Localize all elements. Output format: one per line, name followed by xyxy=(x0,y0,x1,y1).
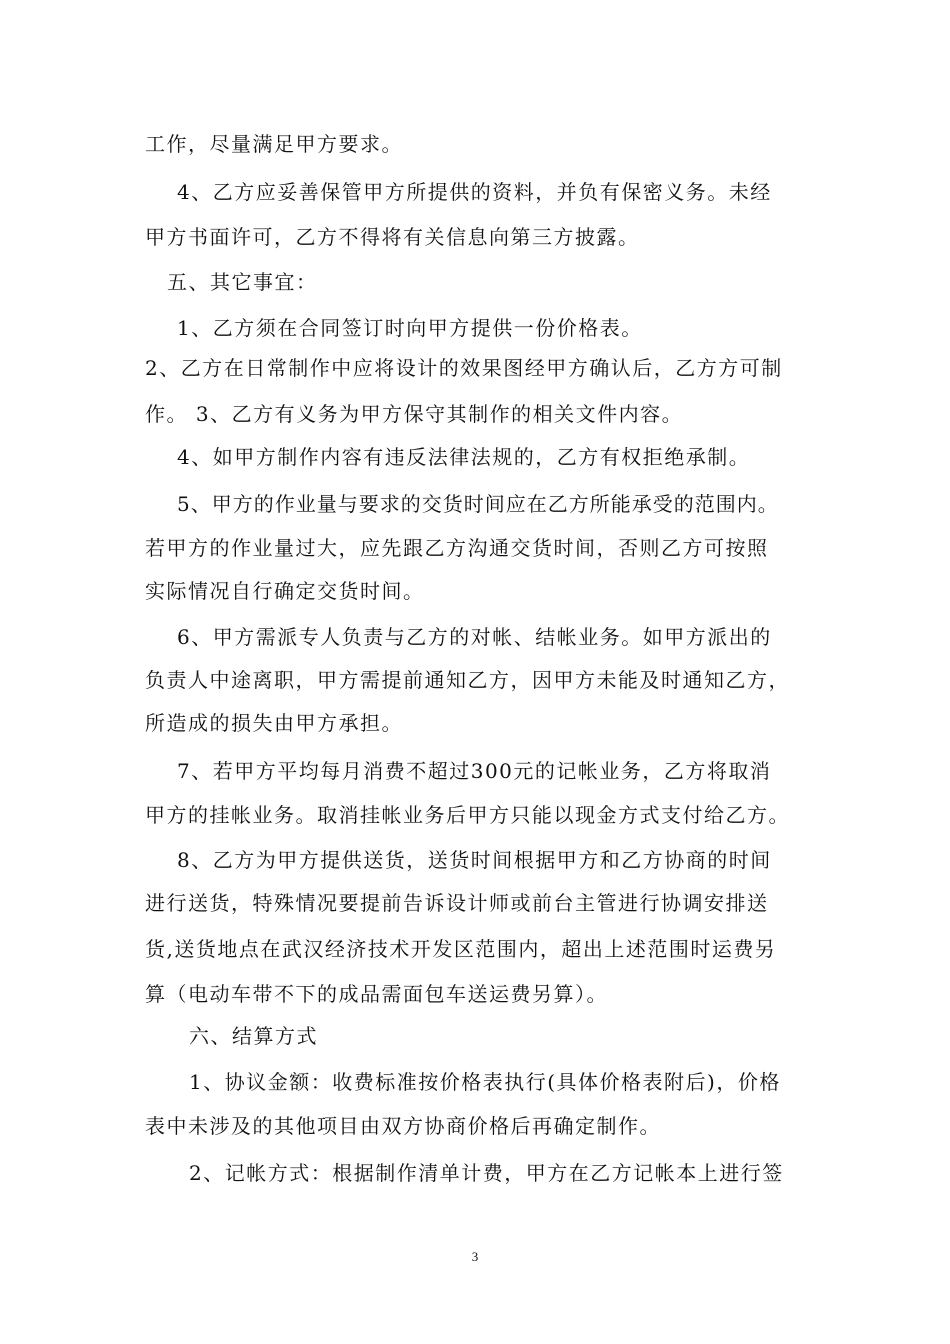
text-line-22: 1、协议金额：收费标准按价格表执行(具体价格表附后)，价格 xyxy=(189,1070,781,1094)
text-line-5: 1、乙方须在合同签订时向甲方提供一份价格表。 xyxy=(177,316,643,340)
text-line-2: 4、乙方应妥善保管甲方所提供的资料，并负有保密义务。未经 xyxy=(177,180,772,204)
text-line-7: 作。 3、乙方有义务为甲方保守其制作的相关文件内容。 xyxy=(145,402,684,426)
text-line-24: 2、记帐方式：根据制作清单计费，甲方在乙方记帐本上进行签 xyxy=(189,1161,784,1185)
text-line-6: 2、乙方在日常制作中应将设计的效果图经甲方确认后，乙方方可制 xyxy=(145,356,783,380)
text-line-1: 工作，尽量满足甲方要求。 xyxy=(145,132,403,156)
text-line-11: 实际情况自行确定交货时间。 xyxy=(145,579,425,603)
text-line-9: 5、甲方的作业量与要求的交货时间应在乙方所能承受的范围内。 xyxy=(177,492,779,516)
section-heading-six: 六、结算方式 xyxy=(189,1024,318,1048)
text-line-18: 进行送货，特殊情况要提前告诉设计师或前台主管进行协调安排送 xyxy=(145,891,769,915)
text-line-8: 4、如甲方制作内容有违反法律法规的，乙方有权拒绝承制。 xyxy=(177,445,751,469)
text-line-16: 甲方的挂帐业务。取消挂帐业务后甲方只能以现金方式支付给乙方。 xyxy=(145,803,790,827)
text-line-12: 6、甲方需派专人负责与乙方的对帐、结帐业务。如甲方派出的 xyxy=(177,625,772,649)
page-number: 3 xyxy=(471,1249,479,1264)
text-line-14: 所造成的损失由甲方承担。 xyxy=(145,711,403,735)
text-line-13: 负责人中途离职，甲方需提前通知乙方，因甲方未能及时通知乙方， xyxy=(145,668,790,692)
section-heading-five: 五、其它事宜： xyxy=(167,270,318,294)
text-line-23: 表中未涉及的其他项目由双方协商价格后再确定制作。 xyxy=(145,1114,661,1138)
text-line-3: 甲方书面许可，乙方不得将有关信息向第三方披露。 xyxy=(145,225,640,249)
text-line-19: 货,送货地点在武汉经济技术开发区范围内，超出上述范围时运费另 xyxy=(145,937,777,961)
text-line-17: 8、乙方为甲方提供送货，送货时间根据甲方和乙方协商的时间 xyxy=(177,848,772,872)
text-line-15: 7、若甲方平均每月消费不超过300元的记帐业务，乙方将取消 xyxy=(177,759,772,783)
text-line-20: 算（电动车带不下的成品需面包车送运费另算）。 xyxy=(145,982,608,1006)
text-line-10: 若甲方的作业量过大，应先跟乙方沟通交货时间，否则乙方可按照 xyxy=(145,536,769,560)
